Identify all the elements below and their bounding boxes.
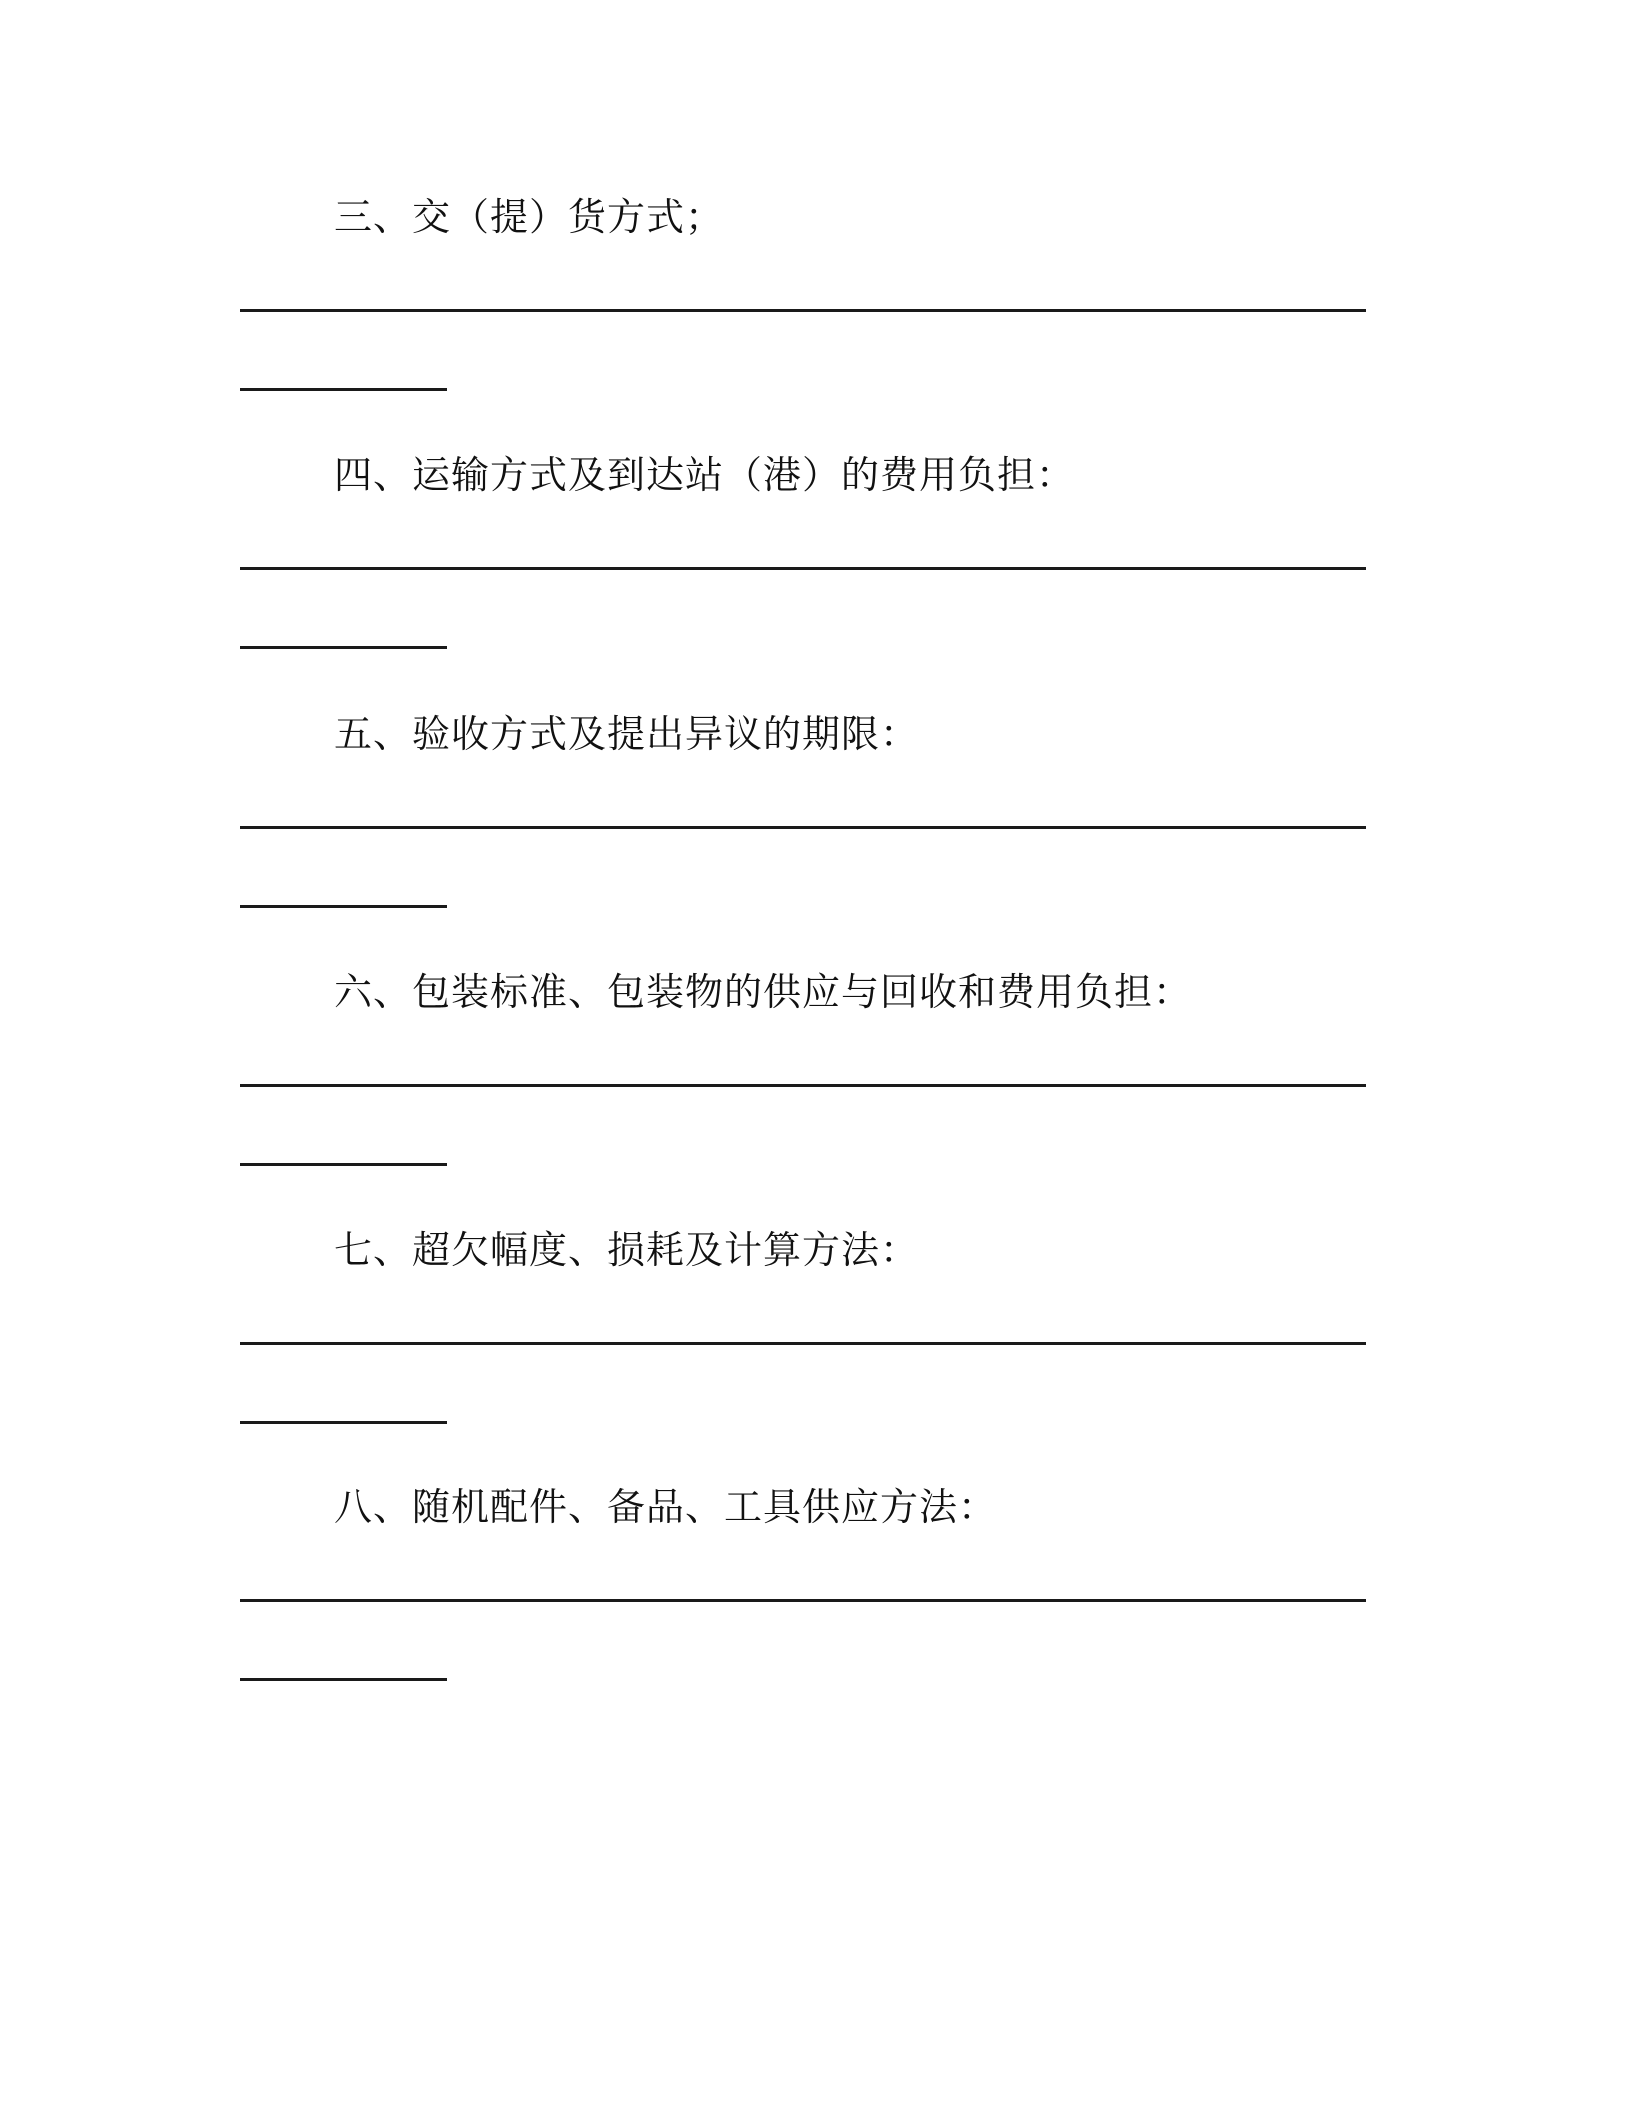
- clause-transport-cost: [0, 447, 1632, 705]
- fill-in-line: [240, 1342, 1366, 1345]
- fill-in-line-continuation: [240, 1678, 447, 1681]
- fill-in-line: [240, 309, 1366, 312]
- fill-in-line: [240, 1084, 1366, 1087]
- clause-heading: 六、包装标准、包装物的供应与回收和费用负担：: [334, 970, 1193, 1014]
- clause-heading: 五、验收方式及提出异议的期限：: [334, 712, 920, 756]
- clause-tolerance-loss: [0, 1222, 1632, 1480]
- clause-heading: 七、超欠幅度、损耗及计算方法：: [334, 1228, 920, 1272]
- clause-acceptance: [0, 706, 1632, 964]
- clause-heading: 八、随机配件、备品、工具供应方法：: [334, 1485, 998, 1529]
- fill-in-line-continuation: [240, 646, 447, 649]
- fill-in-line: [240, 567, 1366, 570]
- fill-in-line: [240, 826, 1366, 829]
- fill-in-line-continuation: [240, 905, 447, 908]
- fill-in-line: [240, 1599, 1366, 1602]
- fill-in-line-continuation: [240, 1421, 447, 1424]
- fill-in-line-continuation: [240, 1163, 447, 1166]
- clause-delivery-method: [0, 189, 1632, 447]
- clause-packaging: [0, 964, 1632, 1222]
- clause-heading: 三、交（提）货方式；: [334, 195, 725, 239]
- fill-in-line-continuation: [240, 388, 447, 391]
- clause-accessories-supply: [0, 1479, 1632, 1737]
- clause-heading: 四、运输方式及到达站（港）的费用负担：: [334, 453, 1076, 497]
